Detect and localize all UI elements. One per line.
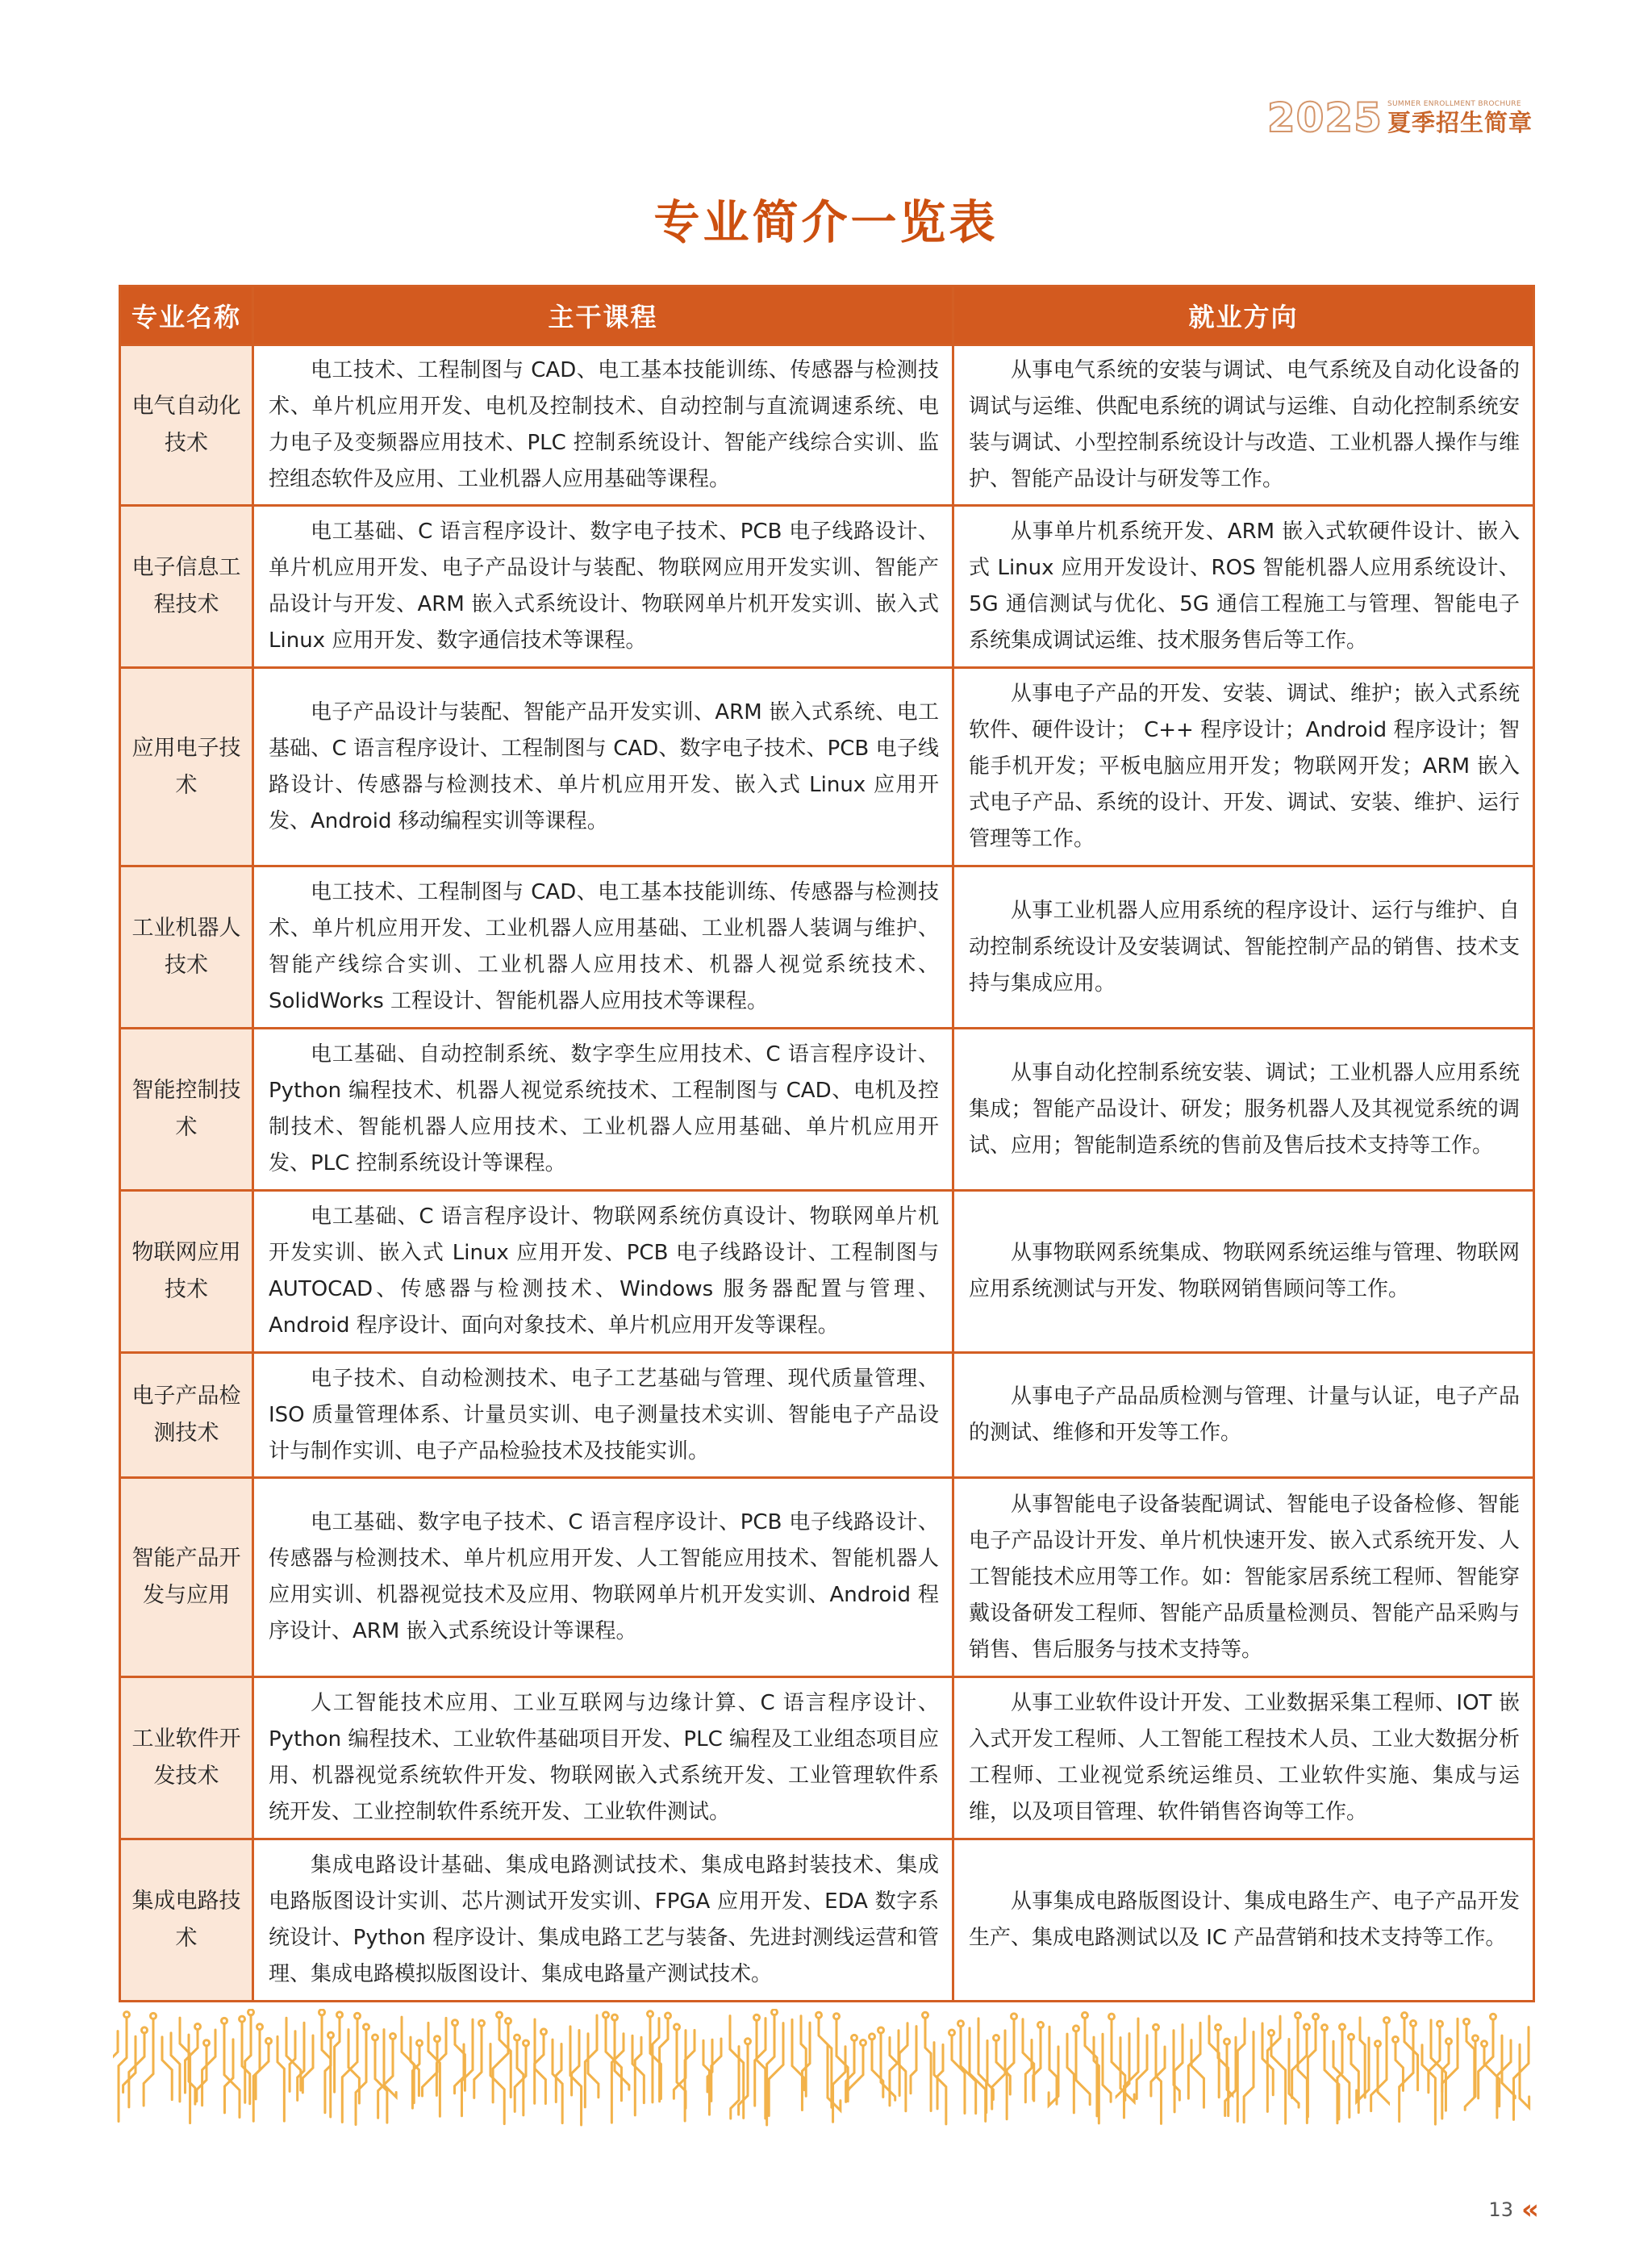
career-direction-text: 从事工业软件设计开发、工业数据采集工程师、IOT 嵌入式开发工程师、人工智能工程技术人员、工业大数据分析工程师、工业视觉系统运维员、工业软件实施、集成与运维，以及项目管理、软件销售咨询等工作。: [969, 1691, 1520, 1824]
page-footer: [1488, 2194, 1534, 2226]
circuit-trace: [952, 2035, 965, 2113]
circuit-node: [319, 2010, 325, 2015]
circuit-node: [1269, 2030, 1274, 2035]
major-name: 电子产品检测技术: [120, 1353, 253, 1478]
table-row: [120, 866, 1534, 1029]
circuit-node: [240, 2016, 245, 2022]
circuit-node: [1340, 2024, 1345, 2030]
circuit-trace: [819, 2019, 832, 2108]
major-name: 工业机器人技术: [120, 866, 253, 1029]
main-courses: [253, 1353, 953, 1478]
career-direction-text: 从事集成电路版图设计、集成电路生产、电子产品开发生产、集成电路测试以及 IC 产品营销和技术支持等工作。: [969, 1889, 1520, 1950]
circuit-trace: [978, 2019, 987, 2113]
circuit-node: [337, 2012, 343, 2018]
circuit-node: [479, 2020, 485, 2026]
circuit-trace: [1049, 2027, 1057, 2104]
circuit-decoration: [113, 2009, 1537, 2130]
circuit-node: [1074, 2026, 1079, 2031]
circuit-node: [124, 2012, 130, 2018]
circuit-node: [861, 2040, 866, 2045]
main-courses: [253, 1191, 953, 1353]
circuit-trace: [585, 2015, 597, 2107]
major-name: 应用电子技术: [120, 668, 253, 866]
circuit-trace: [1103, 2034, 1111, 2102]
circuit-node: [204, 2040, 210, 2046]
circuit-trace: [119, 2018, 127, 2121]
major-name: 物联网应用技术: [120, 1191, 253, 1353]
main-courses: [253, 1677, 953, 1839]
header-career-direction: 就业方向: [953, 286, 1534, 345]
main-courses: [253, 1839, 953, 2002]
page-title: 专业简介一览表: [653, 196, 999, 249]
circuit-trace: [277, 2036, 284, 2121]
circuit-trace: [335, 2018, 340, 2092]
career-direction: [953, 866, 1534, 1029]
circuit-trace: [1067, 2034, 1074, 2113]
major-name: 电气自动化技术: [120, 345, 253, 506]
circuit-node: [1473, 2035, 1479, 2041]
circuit-node: [816, 2012, 822, 2018]
circuit-trace: [1191, 2040, 1204, 2108]
circuit-trace: [1025, 2040, 1032, 2102]
double-chevron-left-icon: ‹‹: [1521, 2194, 1534, 2226]
circuit-node: [1491, 2014, 1496, 2019]
circuit-trace: [925, 2019, 931, 2111]
circuit-node: [994, 2035, 999, 2040]
circuit-node: [541, 2029, 547, 2035]
circuit-trace: [378, 2040, 393, 2118]
circuit-trace: [934, 2043, 946, 2124]
career-direction: [953, 1839, 1534, 2002]
circuit-node: [248, 2010, 254, 2015]
circuit-node: [1411, 2021, 1416, 2027]
main-courses: [253, 1029, 953, 1191]
major-name: 智能控制技术: [120, 1029, 253, 1191]
circuit-node: [923, 2012, 928, 2018]
circuit-trace: [757, 2021, 766, 2119]
career-direction-text: 从事电子产品的开发、安装、调试、维护；嵌入式系统软件、硬件设计； C++ 程序设计；Android 程序设计；智能手机开发；平板电脑应用开发；物联网开发；ARM 嵌入式电子产品、系统的设计、开发、调试、安装、维护、运行管理等工作。: [969, 682, 1520, 851]
circuit-node: [364, 2024, 369, 2030]
table-row: [120, 1839, 1534, 2002]
circuit-trace: [1244, 2032, 1254, 2123]
circuit-node: [1464, 2019, 1470, 2024]
circuit-node: [612, 2014, 618, 2020]
career-direction: [953, 1677, 1534, 1839]
main-courses-text: 电工基础、数字电子技术、C 语言程序设计、PCB 电子线路设计、传感器与检测技术、单片机应用开发、人工智能应用技术、智能机器人应用实训、机器视觉技术及应用、物联网单片机开发实训、Android 程序设计、ARM 嵌入式系统设计等课程。: [269, 1510, 939, 1643]
circuit-node: [257, 2024, 263, 2030]
career-direction: [953, 1478, 1534, 1677]
table-row: [120, 668, 1534, 866]
circuit-trace: [1227, 2045, 1233, 2095]
circuit-trace: [1007, 2019, 1014, 2119]
circuit-node: [142, 2027, 148, 2033]
circuit-trace: [911, 2027, 916, 2094]
main-courses: [253, 1478, 953, 1677]
circuit-node: [1083, 2012, 1088, 2018]
main-courses-text: 人工智能技术应用、工业互联网与边缘计算、C 语言程序设计、Python 编程技术、工业软件基础项目开发、PLC 编程及工业组态项目应用、机器视觉系统软件开发、物联网嵌入式系统开发、工业管理软件系统开发、工业控制软件系统开发、工业软件测试。: [269, 1691, 939, 1824]
circuit-node: [1393, 2036, 1399, 2042]
circuit-node: [1224, 2039, 1230, 2044]
circuit-node: [870, 2034, 875, 2040]
circuit-node: [515, 2035, 520, 2040]
circuit-node: [453, 2020, 458, 2026]
circuit-node: [1012, 2014, 1017, 2019]
header-major-name: 专业名称: [120, 286, 253, 345]
main-courses-text: 电工基础、C 语言程序设计、物联网系统仿真设计、物联网单片机开发实训、嵌入式 Linux 应用开发、PCB 电子线路设计、工程制图与 AUTOCAD、传感器与检测技术、Windows 服务器配置与管理、Android 程序设计、面向对象技术、单片机应用开发等课程。: [269, 1205, 939, 1338]
main-courses-text: 电工技术、工程制图与 CAD、电工基本技能训练、传感器与检测技术、单片机应用开发、工业机器人应用基础、工业机器人装调与维护、智能产线综合实训、工业机器人应用技术、机器人视觉系统技术、SolidWorks 工程设计、智能机器人应用技术等课程。: [269, 880, 939, 1013]
circuit-node: [648, 2011, 653, 2017]
circuit-node: [852, 2035, 857, 2040]
circuit-node: [1482, 2041, 1487, 2047]
table-row: [120, 1677, 1534, 1839]
circuit-trace: [474, 2027, 482, 2098]
circuit-node: [745, 2039, 751, 2044]
circuit-trace: [769, 2023, 783, 2116]
main-courses-text: 电工技术、工程制图与 CAD、电工基本技能训练、传感器与检测技术、单片机应用开发、电机及控制技术、自动控制与直流调速系统、电力电子及变频器应用技术、PLC 控制系统设计、智能产线综合实训、监控组态软件及应用、工业机器人应用基础等课程。: [269, 358, 939, 491]
circuit-node: [355, 2013, 361, 2019]
career-direction-text: 从事电气系统的安装与调试、电气系统及自动化设备的调试与运维、供配电系统的调试与运维、自动化控制系统安装与调试、小型控制系统设计与改造、工业机器人操作与维护、智能产品设计与研发等工作。: [969, 358, 1520, 491]
career-direction-text: 从事智能电子设备装配调试、智能电子设备检修、智能电子产品设计开发、单片机快速开发、嵌入式系统开发、人工智能技术应用等工作。如：智能家居系统工程师、智能穿戴设备研发工程师、智能产品质量检测员、智能产品采购与销售、售后服务与技术支持等。: [969, 1492, 1520, 1662]
brand-text: [1387, 99, 1533, 136]
circuit-node: [1038, 2022, 1044, 2027]
circuit-trace: [1400, 2027, 1413, 2122]
circuit-node: [506, 2019, 511, 2024]
circuit-node: [195, 2024, 201, 2030]
circuit-node: [603, 2012, 609, 2018]
table-row: [120, 1191, 1534, 1353]
main-courses-text: 集成电路设计基础、集成电路测试技术、集成电路封装技术、集成电路版图设计实训、芯片测试开发实训、FPGA 应用开发、EDA 数字系统设计、Python 程序设计、集成电路工艺与装备、先进封测线运营和管理、集成电路模拟版图设计、集成电路量产测试技术。: [269, 1853, 939, 1986]
career-direction-text: 从事电子产品品质检测与管理、计量与认证，电子产品的测试、维修和开发等工作。: [969, 1384, 1520, 1445]
circuit-node: [151, 2013, 156, 2019]
circuit-node: [1437, 2021, 1443, 2027]
circuit-node: [328, 2032, 334, 2038]
circuit-node: [417, 2040, 423, 2046]
circuit-node: [1313, 2014, 1319, 2019]
table-row: [120, 1478, 1534, 1677]
circuit-node: [754, 2014, 760, 2020]
main-courses: [253, 866, 953, 1029]
circuit-trace: [1360, 2018, 1365, 2098]
circuit-node: [674, 2024, 680, 2030]
circuit-node: [222, 2018, 227, 2023]
table-row: [120, 506, 1534, 668]
circuit-trace: [937, 2044, 943, 2109]
career-direction: [953, 668, 1534, 866]
majors-table: [119, 285, 1535, 2002]
circuit-node: [1109, 2014, 1115, 2019]
brand-subtitle-en: SUMMER ENROLLMENT BROCHURE: [1387, 100, 1521, 108]
circuit-trace: [1120, 2038, 1134, 2102]
main-courses-text: 电子技术、自动检测技术、电子工艺基础与管理、现代质量管理、ISO 质量管理体系、计量员实训、电子测量技术实训、智能电子产品设计与制作实训、电子产品检验技术及技能实训。: [269, 1366, 939, 1463]
circuit-node: [665, 2013, 671, 2019]
career-direction-text: 从事单片机系统开发、ARM 嵌入式软硬件设计、嵌入式 Linux 应用开发设计、ROS 智能机器人应用系统设计、5G 通信测试与优化、5G 通信工程施工与管理、智能电子系统集成调试运维、技术服务售后等工作。: [969, 520, 1520, 653]
circuit-trace: [849, 2046, 863, 2090]
circuit-node: [1295, 2013, 1301, 2019]
circuit-trace: [493, 2024, 508, 2102]
career-direction-text: 从事工业机器人应用系统的程序设计、运行与维护、自动控制系统设计及安装调试、智能控制产品的销售、技术支持与集成应用。: [969, 898, 1520, 996]
circuit-trace: [1292, 2030, 1307, 2098]
circuit-trace: [556, 2044, 561, 2102]
main-courses: [253, 506, 953, 668]
circuit-trace: [422, 2042, 437, 2096]
circuit-node: [1384, 2018, 1390, 2023]
circuit-trace: [572, 2031, 579, 2096]
circuit-node: [1349, 2034, 1354, 2040]
circuit-trace: [635, 2037, 641, 2115]
circuit-trace: [113, 2031, 118, 2110]
circuit-node: [772, 2010, 778, 2015]
main-courses-text: 电工基础、自动控制系统、数字孪生应用技术、C 语言程序设计、Python 编程技术、机器人视觉系统技术、工程制图与 CAD、电机及控制技术、智能机器人应用技术、工业机器人应用基础、单片机应用开发、PLC 控制系统设计等课程。: [269, 1042, 939, 1175]
circuit-trace: [1076, 2031, 1090, 2104]
brochure-brand: [1267, 94, 1533, 142]
table-row: [120, 1353, 1534, 1478]
circuit-node: [949, 2030, 955, 2035]
major-name: 智能产品开发与应用: [120, 1478, 253, 1677]
career-direction-text: 从事自动化控制系统安装、调试；工业机器人应用系统集成；智能产品设计、研发；服务机器人及其视觉系统的调试、应用；智能制造系统的售前及售后技术支持等工作。: [969, 1060, 1520, 1158]
career-direction: [953, 1029, 1534, 1191]
circuit-trace: [615, 2021, 629, 2090]
circuit-node: [266, 2038, 272, 2044]
main-courses-text: 电工基础、C 语言程序设计、数字电子技术、PCB 电子线路设计、单片机应用开发、电子产品设计与装配、物联网应用开发实训、智能产品设计与开发、ARM 嵌入式系统设计、物联网单片机开发实训、嵌入式 Linux 应用开发、数字通信技术等课程。: [269, 520, 939, 653]
table-header-row: [120, 286, 1534, 345]
circuit-trace: [256, 2044, 269, 2099]
career-direction: [953, 345, 1534, 506]
circuit-node: [373, 2035, 378, 2040]
circuit-node: [878, 2027, 884, 2033]
circuit-trace: [1479, 2020, 1493, 2098]
career-direction: [953, 506, 1534, 668]
table-row: [120, 1029, 1534, 1191]
circuit-node: [1402, 2013, 1408, 2019]
main-courses-text: 电子产品设计与装配、智能产品开发实训、ARM 嵌入式系统、电工基础、C 语言程序设计、工程制图与 CAD、数字电子技术、PCB 电子线路设计、传感器与检测技术、单片机应用开发、嵌入式 Linux 应用开发、Android 移动编程实训等课程。: [269, 699, 939, 833]
circuit-node: [958, 2021, 964, 2027]
circuit-node: [524, 2040, 529, 2046]
circuit-trace: [1124, 2019, 1138, 2118]
major-name: 电子信息工程技术: [120, 506, 253, 668]
table-row: [120, 345, 1534, 506]
circuit-node: [497, 2012, 503, 2018]
circuit-node: [1446, 2039, 1452, 2044]
circuit-node: [1304, 2024, 1310, 2030]
circuit-node: [390, 2034, 396, 2040]
page-number: 13: [1488, 2198, 1513, 2221]
circuit-node: [1216, 2025, 1221, 2031]
header-main-courses: 主干课程: [253, 286, 953, 345]
circuit-node: [1153, 2024, 1159, 2030]
circuit-trace: [1151, 2047, 1165, 2096]
main-courses: [253, 668, 953, 866]
major-name: 集成电路技术: [120, 1839, 253, 2002]
major-name: 工业软件开发技术: [120, 1677, 253, 1839]
circuit-node: [435, 2036, 440, 2042]
circuit-traces: [113, 2010, 1529, 2125]
circuit-node: [1322, 2025, 1328, 2031]
circuit-node: [834, 2014, 840, 2019]
circuit-trace: [224, 2024, 240, 2118]
career-direction: [953, 1191, 1534, 1353]
circuit-trace: [1308, 2020, 1316, 2117]
circuit-node: [1375, 2041, 1381, 2047]
career-direction: [953, 1353, 1534, 1478]
brand-year: 2025: [1266, 94, 1383, 141]
main-courses: [253, 345, 953, 506]
career-direction-text: 从事物联网系统集成、物联网系统运维与管理、物联网应用系统测试与开发、物联网销售顾问等工作。: [969, 1241, 1520, 1301]
brand-subtitle-cn: 夏季招生简章: [1387, 109, 1533, 136]
